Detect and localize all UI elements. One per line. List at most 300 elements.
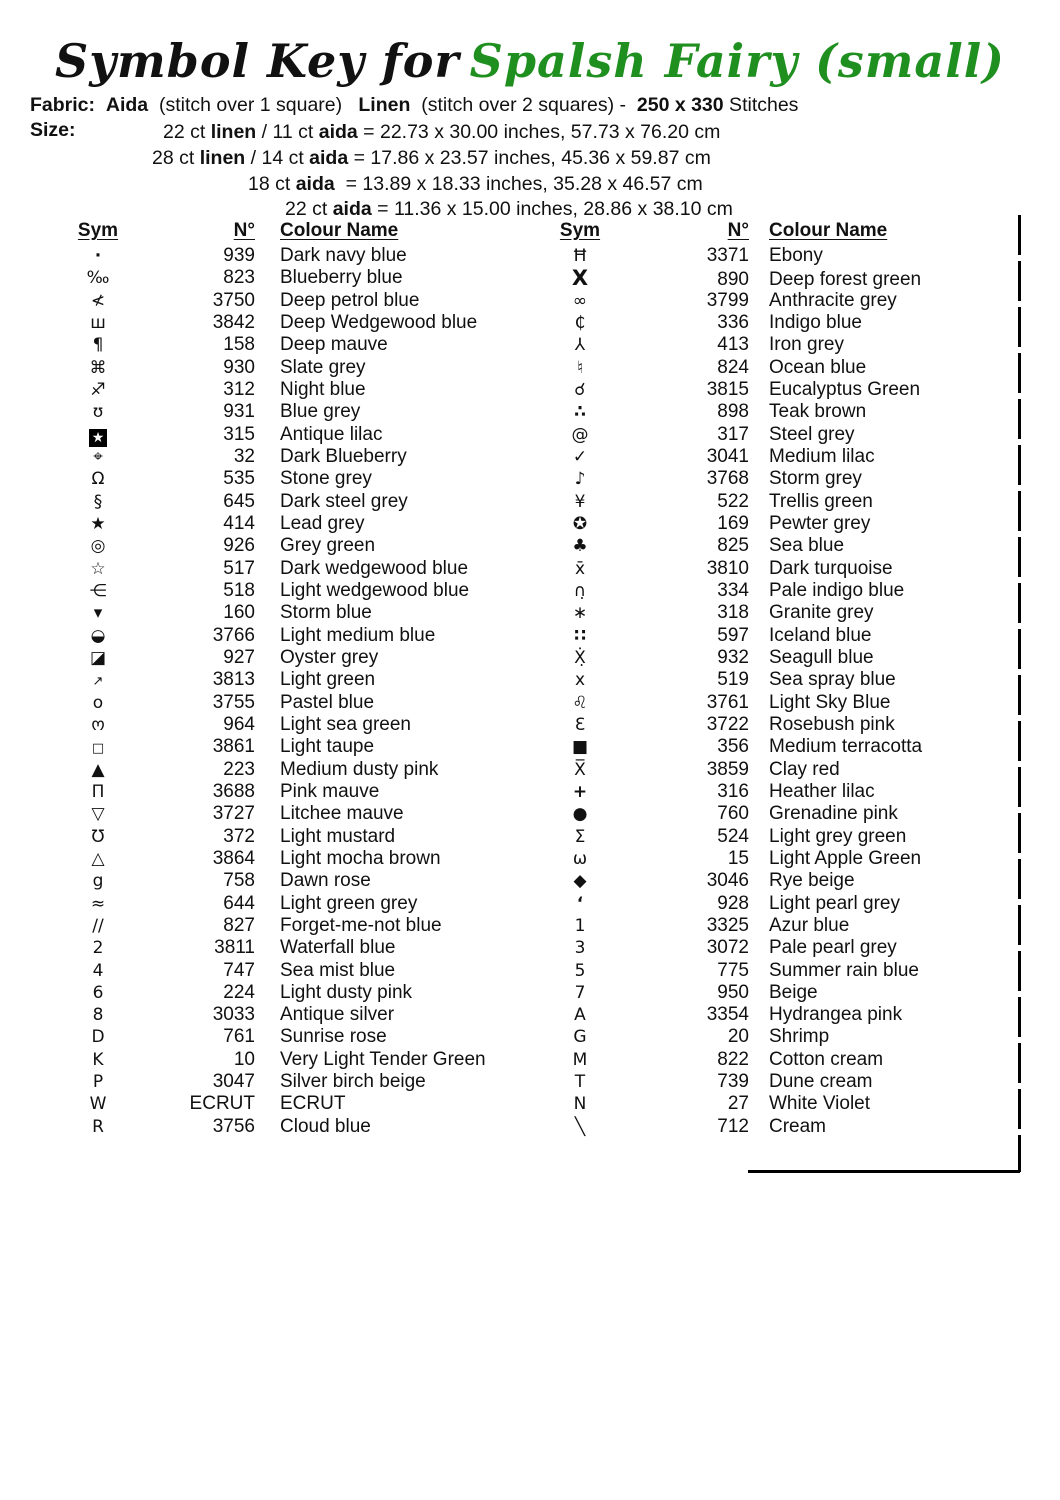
number-cell: 413	[717, 334, 749, 356]
stitch-symbol-glyph: ∷	[574, 625, 586, 646]
symbol-cell	[557, 960, 603, 982]
symbol-cell	[557, 1026, 603, 1048]
symbol-cell	[75, 558, 121, 580]
number-cell: 3047	[212, 1071, 255, 1093]
table-row	[557, 647, 997, 669]
stitch-symbol-glyph: ∩̣	[573, 580, 587, 601]
table-row	[557, 915, 997, 937]
table-row	[75, 1116, 515, 1138]
table-row	[75, 736, 515, 758]
colour-name-cell: Trellis green	[769, 490, 873, 512]
size-label: Size:	[30, 119, 76, 141]
colour-name-cell: Shrimp	[769, 1026, 830, 1048]
table-row	[75, 312, 515, 334]
colour-name-cell: Litchee mauve	[280, 803, 404, 825]
colour-name-cell: Light mustard	[280, 825, 396, 847]
table-row	[75, 937, 515, 959]
table-row	[75, 334, 515, 356]
number-cell: 930	[223, 356, 255, 378]
table-row	[75, 446, 515, 468]
number-cell: 522	[717, 490, 749, 512]
colour-name-cell: Pastel blue	[280, 691, 375, 713]
number-cell: 160	[223, 602, 255, 624]
stitch-symbol-glyph: x̄	[574, 558, 586, 579]
colour-name-cell: Deep Wedgewood blue	[280, 311, 478, 333]
table-row	[75, 401, 515, 423]
table-row	[75, 491, 515, 513]
stitch-symbol-glyph: ʊ	[92, 402, 104, 423]
colour-name-cell: Sea spray blue	[769, 669, 896, 691]
colour-name-cell: Oyster grey	[280, 646, 379, 668]
text-segment: aida	[309, 147, 349, 169]
colour-name-cell: Ocean blue	[769, 356, 867, 378]
number-cell: 315	[223, 423, 255, 445]
symbol-cell	[75, 468, 121, 490]
stitch-symbol-glyph: ★	[89, 429, 107, 447]
stitch-symbol-glyph: ■	[571, 737, 589, 758]
number-cell: 644	[223, 892, 255, 914]
colour-name-cell: Dark Blueberry	[280, 445, 407, 467]
symbol-cell	[75, 602, 121, 624]
key-column-left	[75, 220, 515, 1138]
symbol-cell	[557, 602, 603, 624]
number-cell: 597	[717, 624, 749, 646]
number-cell: 27	[727, 1093, 749, 1115]
stitch-symbol-glyph: ო	[91, 714, 105, 735]
colour-name-cell: Silver birch beige	[280, 1071, 426, 1093]
stitch-symbol-glyph: +	[572, 781, 588, 802]
symbol-cell	[75, 736, 121, 760]
number-cell: 224	[223, 981, 255, 1003]
stitch-symbol-glyph: ⅄	[574, 335, 586, 356]
stitch-symbol-glyph: ∕∕	[92, 915, 104, 936]
number-cell: 318	[717, 602, 749, 624]
stitch-symbol-glyph: Ẋ̣	[574, 647, 586, 668]
symbol-cell	[75, 1093, 121, 1115]
symbol-cell	[75, 937, 121, 959]
stitch-symbol-glyph: ♮	[576, 357, 584, 378]
table-row	[557, 803, 997, 825]
colour-name-cell: Blue grey	[280, 401, 361, 423]
number-cell: 3815	[706, 378, 749, 400]
symbol-cell	[75, 446, 121, 468]
symbol-cell	[557, 357, 603, 379]
page-title-prefix: Symbol Key for	[55, 34, 460, 88]
symbol-cell	[557, 513, 603, 535]
table-row	[557, 982, 997, 1004]
table-row	[75, 468, 515, 490]
colour-name-cell: Storm grey	[769, 468, 862, 490]
number-cell: 3811	[214, 937, 255, 959]
header-name	[749, 220, 997, 242]
stitch-symbol-glyph: @	[571, 424, 589, 445]
colour-name-cell: Cream	[769, 1115, 827, 1137]
number-cell: 645	[223, 490, 255, 512]
stitch-symbol-glyph: Π	[91, 781, 105, 802]
text-segment: Aida	[105, 94, 149, 116]
header-name	[255, 220, 515, 242]
colour-name-cell: Dark navy blue	[280, 245, 407, 266]
stitch-symbol-glyph: ◆	[573, 871, 587, 892]
stitch-symbol-glyph: ★	[90, 513, 106, 534]
text-segment: (stitch over 2 squares) -	[410, 94, 637, 116]
colour-name-cell: Sea mist blue	[280, 959, 396, 981]
stitch-symbol-glyph: ≮	[90, 290, 106, 311]
number-cell: 169	[717, 512, 749, 534]
table-row	[75, 379, 515, 401]
stitch-symbol-glyph: ◎	[90, 536, 106, 557]
fabric-line-text	[30, 94, 798, 116]
stitch-symbol-glyph: ▾	[93, 603, 103, 624]
colour-name-cell: Medium terracotta	[769, 736, 923, 758]
colour-name-cell: Grenadine pink	[769, 803, 898, 825]
table-row	[557, 960, 997, 982]
table-row	[557, 736, 997, 758]
stitch-symbol-glyph: R	[92, 1116, 104, 1137]
number-cell: 3755	[212, 691, 255, 713]
symbol-cell	[557, 468, 603, 490]
symbol-cell	[75, 803, 121, 825]
symbol-cell	[75, 357, 121, 379]
text-segment: / 14 ct	[245, 147, 310, 169]
number-cell: 3722	[706, 713, 749, 735]
table-row	[557, 334, 997, 356]
symbol-cell	[557, 781, 603, 803]
table-row	[557, 625, 997, 647]
number-cell: 761	[223, 1026, 255, 1048]
symbol-cell	[557, 245, 603, 267]
stitch-symbol-glyph: ¥	[574, 491, 586, 512]
colour-name-cell: Light Apple Green	[769, 847, 922, 869]
stitch-symbol-glyph: ☌	[574, 379, 586, 400]
symbol-cell	[557, 401, 603, 423]
stitch-symbol-glyph: ω	[572, 848, 588, 869]
table-row	[557, 379, 997, 401]
symbol-cell	[557, 1004, 603, 1026]
table-row	[75, 982, 515, 1004]
size-line-1	[163, 119, 720, 145]
colour-name-cell: Dune cream	[769, 1071, 873, 1093]
table-row	[75, 1093, 515, 1115]
symbol-cell	[75, 580, 121, 602]
table-row	[557, 669, 997, 691]
number-cell: 3768	[706, 468, 749, 490]
symbol-cell	[75, 647, 121, 669]
header-num-label: N°	[233, 220, 255, 241]
stitch-symbol-glyph: ⌘	[89, 357, 107, 378]
number-cell: 10	[233, 1048, 255, 1070]
text-segment: / 11 ct	[256, 121, 319, 143]
colour-name-cell: Ebony	[769, 245, 823, 266]
table-row	[557, 781, 997, 803]
table-row	[557, 1026, 997, 1048]
number-cell: 535	[223, 468, 255, 490]
colour-name-cell: Blueberry blue	[280, 267, 403, 289]
symbol-cell	[75, 1071, 121, 1093]
colour-name-cell: Steel grey	[769, 423, 855, 445]
number-cell: 932	[717, 646, 749, 668]
stitch-symbol-glyph: ≈	[90, 893, 106, 914]
stitch-symbol-glyph: Ω	[91, 469, 105, 490]
colour-name-cell: Pale indigo blue	[769, 579, 905, 601]
table-row	[557, 312, 997, 334]
key-rows-left	[75, 245, 515, 1138]
header-name-label: Colour Name	[769, 220, 888, 241]
symbol-cell	[75, 535, 121, 557]
table-row	[75, 848, 515, 870]
colour-name-cell: Slate grey	[280, 356, 366, 378]
number-cell: 356	[717, 736, 749, 758]
colour-name-cell: Granite grey	[769, 602, 874, 624]
table-row	[557, 245, 997, 267]
stitch-symbol-glyph: o	[92, 692, 104, 713]
colour-name-cell: White Violet	[769, 1093, 871, 1115]
symbol-cell	[75, 960, 121, 982]
stitch-symbol-glyph: 2	[92, 938, 104, 959]
colour-name-cell: Deep forest green	[769, 269, 922, 291]
number-cell: 3325	[706, 914, 749, 936]
number-cell: 158	[223, 334, 255, 356]
number-cell: 317	[717, 423, 749, 445]
table-row	[75, 245, 515, 267]
symbol-cell	[557, 625, 603, 647]
text-segment: aida	[318, 121, 358, 143]
colour-name-cell: Forget-me-not blue	[280, 914, 442, 936]
stitch-symbol-glyph: ☆	[90, 558, 106, 579]
colour-name-cell: Light sea green	[280, 713, 411, 735]
bottom-border-line	[748, 1170, 1020, 1173]
table-row	[557, 468, 997, 490]
text-segment: = 17.86 x 23.57 inches, 45.36 x 59.87 cm	[348, 147, 711, 169]
stitch-symbol-glyph: 3	[574, 938, 586, 959]
symbol-cell	[75, 669, 121, 693]
colour-name-cell: Eucalyptus Green	[769, 378, 921, 400]
number-cell: 3072	[706, 937, 749, 959]
symbol-cell	[557, 446, 603, 468]
text-segment: linen	[210, 121, 257, 143]
size-line-4	[285, 196, 733, 222]
colour-name-cell: Stone grey	[280, 468, 372, 490]
colour-name-cell: Cotton cream	[769, 1048, 884, 1070]
symbol-cell	[75, 714, 121, 736]
number-cell: 3842	[212, 311, 255, 333]
colour-name-cell: Light dusty pink	[280, 981, 413, 1003]
table-row	[75, 669, 515, 691]
colour-name-cell: Light pearl grey	[769, 892, 900, 914]
text-segment: 18 ct	[248, 173, 296, 195]
stitch-symbol-glyph: ◒	[90, 625, 106, 646]
symbol-cell	[557, 580, 603, 602]
table-row	[75, 558, 515, 580]
table-row	[75, 915, 515, 937]
number-cell: 3799	[706, 289, 749, 311]
number-cell: 775	[717, 959, 749, 981]
number-cell: 822	[717, 1048, 749, 1070]
stitch-symbol-glyph: ‘	[576, 893, 584, 914]
stitch-symbol-glyph: Ʊ	[91, 826, 105, 847]
header-num	[603, 220, 749, 242]
table-row	[75, 580, 515, 602]
text-segment: Linen	[358, 94, 411, 116]
number-cell: 3046	[706, 870, 749, 892]
symbol-cell	[75, 379, 121, 401]
symbol-cell	[557, 714, 603, 736]
text-segment: = 22.73 x 30.00 inches, 57.73 x 76.20 cm	[357, 121, 721, 143]
table-row	[75, 290, 515, 312]
symbol-cell	[557, 848, 603, 870]
colour-name-cell: Rosebush pink	[769, 713, 895, 735]
symbol-cell	[557, 1116, 603, 1138]
size-line-2	[152, 145, 711, 171]
symbol-cell	[557, 915, 603, 937]
stitch-symbol-glyph: ∗	[572, 603, 588, 624]
number-cell: 3810	[706, 557, 749, 579]
symbol-cell	[75, 424, 121, 447]
stitch-symbol-glyph: △	[91, 848, 105, 869]
symbol-cell	[75, 491, 121, 513]
symbol-cell	[557, 379, 603, 401]
stitch-symbol-glyph: ✪	[572, 513, 588, 534]
table-row	[557, 937, 997, 959]
symbol-cell	[557, 424, 603, 446]
stitch-symbol-glyph: ·	[94, 246, 102, 266]
stitch-symbol-glyph: ⋲	[89, 580, 107, 601]
number-cell: 827	[223, 914, 255, 936]
fabric-line	[30, 92, 798, 118]
text-segment: 28 ct	[152, 147, 200, 169]
symbol-cell	[557, 491, 603, 513]
colour-name-cell: ECRUT	[280, 1093, 346, 1115]
colour-name-cell: Iceland blue	[769, 624, 872, 646]
number-cell: 758	[223, 870, 255, 892]
symbol-cell	[75, 781, 121, 803]
symbol-cell	[557, 982, 603, 1004]
symbol-cell	[557, 647, 603, 669]
stitch-symbol-glyph: Ɛ	[574, 714, 586, 735]
number-cell: 927	[223, 646, 255, 668]
colour-name-cell: Deep petrol blue	[280, 289, 420, 311]
colour-name-cell: Pink mauve	[280, 780, 380, 802]
number-cell: 931	[223, 401, 255, 423]
colour-name-cell: Medium lilac	[769, 445, 875, 467]
stitch-symbol-glyph: Ħ	[572, 246, 588, 266]
number-cell: 3813	[212, 669, 255, 691]
stitch-symbol-glyph: ∴	[574, 402, 586, 423]
table-row	[75, 513, 515, 535]
colour-name-cell: Azur blue	[769, 914, 850, 936]
stitch-symbol-glyph: ₵	[574, 312, 586, 333]
stitch-symbol-glyph: ●	[572, 804, 588, 825]
number-cell: 747	[223, 959, 255, 981]
stitch-symbol-glyph: ✓	[572, 446, 588, 467]
number-cell: 15	[727, 847, 749, 869]
table-row	[75, 1071, 515, 1093]
table-row	[557, 826, 997, 848]
symbol-cell	[75, 312, 121, 334]
symbol-cell	[557, 1049, 603, 1071]
table-row	[557, 1093, 997, 1115]
table-row	[557, 491, 997, 513]
colour-name-cell: Teak brown	[769, 401, 867, 423]
symbol-cell	[75, 1004, 121, 1026]
table-row	[75, 803, 515, 825]
colour-name-cell: Light medium blue	[280, 624, 436, 646]
symbol-cell	[557, 937, 603, 959]
number-cell: 3859	[706, 758, 749, 780]
number-cell: 760	[717, 803, 749, 825]
number-cell: 964	[223, 713, 255, 735]
symbol-cell	[75, 290, 121, 312]
colour-name-cell: Dark turquoise	[769, 557, 893, 579]
colour-name-cell: Light mocha brown	[280, 847, 441, 869]
stitch-symbol-glyph: 6	[92, 982, 104, 1003]
stitch-symbol-glyph: P	[92, 1072, 104, 1093]
stitch-symbol-glyph: G	[573, 1027, 587, 1048]
key-header-row	[75, 220, 515, 245]
stitch-symbol-glyph: ш	[90, 312, 106, 333]
number-cell: 3354	[706, 1004, 749, 1026]
symbol-cell	[557, 1093, 603, 1115]
header-sym-label: Sym	[559, 220, 601, 241]
symbol-cell	[75, 334, 121, 356]
key-column-right	[557, 220, 997, 1138]
colour-name-cell: Iron grey	[769, 334, 844, 356]
text-segment: 22 ct	[285, 198, 333, 220]
symbol-cell	[557, 692, 603, 714]
number-cell: 3727	[212, 803, 255, 825]
stitch-symbol-glyph: W	[89, 1094, 107, 1115]
number-cell: 3861	[212, 736, 255, 758]
number-cell: 3766	[212, 624, 255, 646]
colour-name-cell: Antique silver	[280, 1004, 395, 1026]
number-cell: 898	[717, 401, 749, 423]
number-cell: 3371	[706, 245, 749, 266]
symbol-cell	[557, 312, 603, 334]
table-row	[75, 647, 515, 669]
colour-name-cell: Rye beige	[769, 870, 855, 892]
number-cell: 372	[223, 825, 255, 847]
stitch-symbol-glyph: 8	[92, 1005, 104, 1026]
number-cell: 316	[717, 780, 749, 802]
page-title	[0, 36, 1060, 87]
number-cell: 517	[223, 557, 255, 579]
colour-name-cell: Grey green	[280, 535, 376, 557]
symbol-cell	[75, 915, 121, 937]
symbol-cell	[75, 513, 121, 535]
colour-name-cell: Heather lilac	[769, 780, 875, 802]
number-cell: 3750	[212, 289, 255, 311]
stitch-symbol-glyph: ♐	[90, 379, 106, 400]
table-row	[557, 580, 997, 602]
symbol-cell	[557, 535, 603, 557]
header-sym	[75, 220, 121, 242]
text-segment: = 11.36 x 15.00 inches, 28.86 x 38.10 cm	[371, 198, 733, 220]
symbol-cell	[75, 245, 121, 267]
table-row	[557, 1116, 997, 1138]
stitch-symbol-glyph: ▽	[91, 804, 105, 825]
symbol-cell	[557, 826, 603, 848]
stitch-symbol-glyph: A	[574, 1005, 586, 1026]
colour-name-cell: Antique lilac	[280, 423, 383, 445]
text-segment: (stitch over 1 square)	[148, 94, 359, 116]
text-segment: aida	[295, 173, 335, 195]
table-row	[75, 960, 515, 982]
table-row	[557, 513, 997, 535]
number-cell: 414	[223, 512, 255, 534]
table-row	[557, 535, 997, 557]
number-cell: 739	[717, 1071, 749, 1093]
table-row	[75, 357, 515, 379]
